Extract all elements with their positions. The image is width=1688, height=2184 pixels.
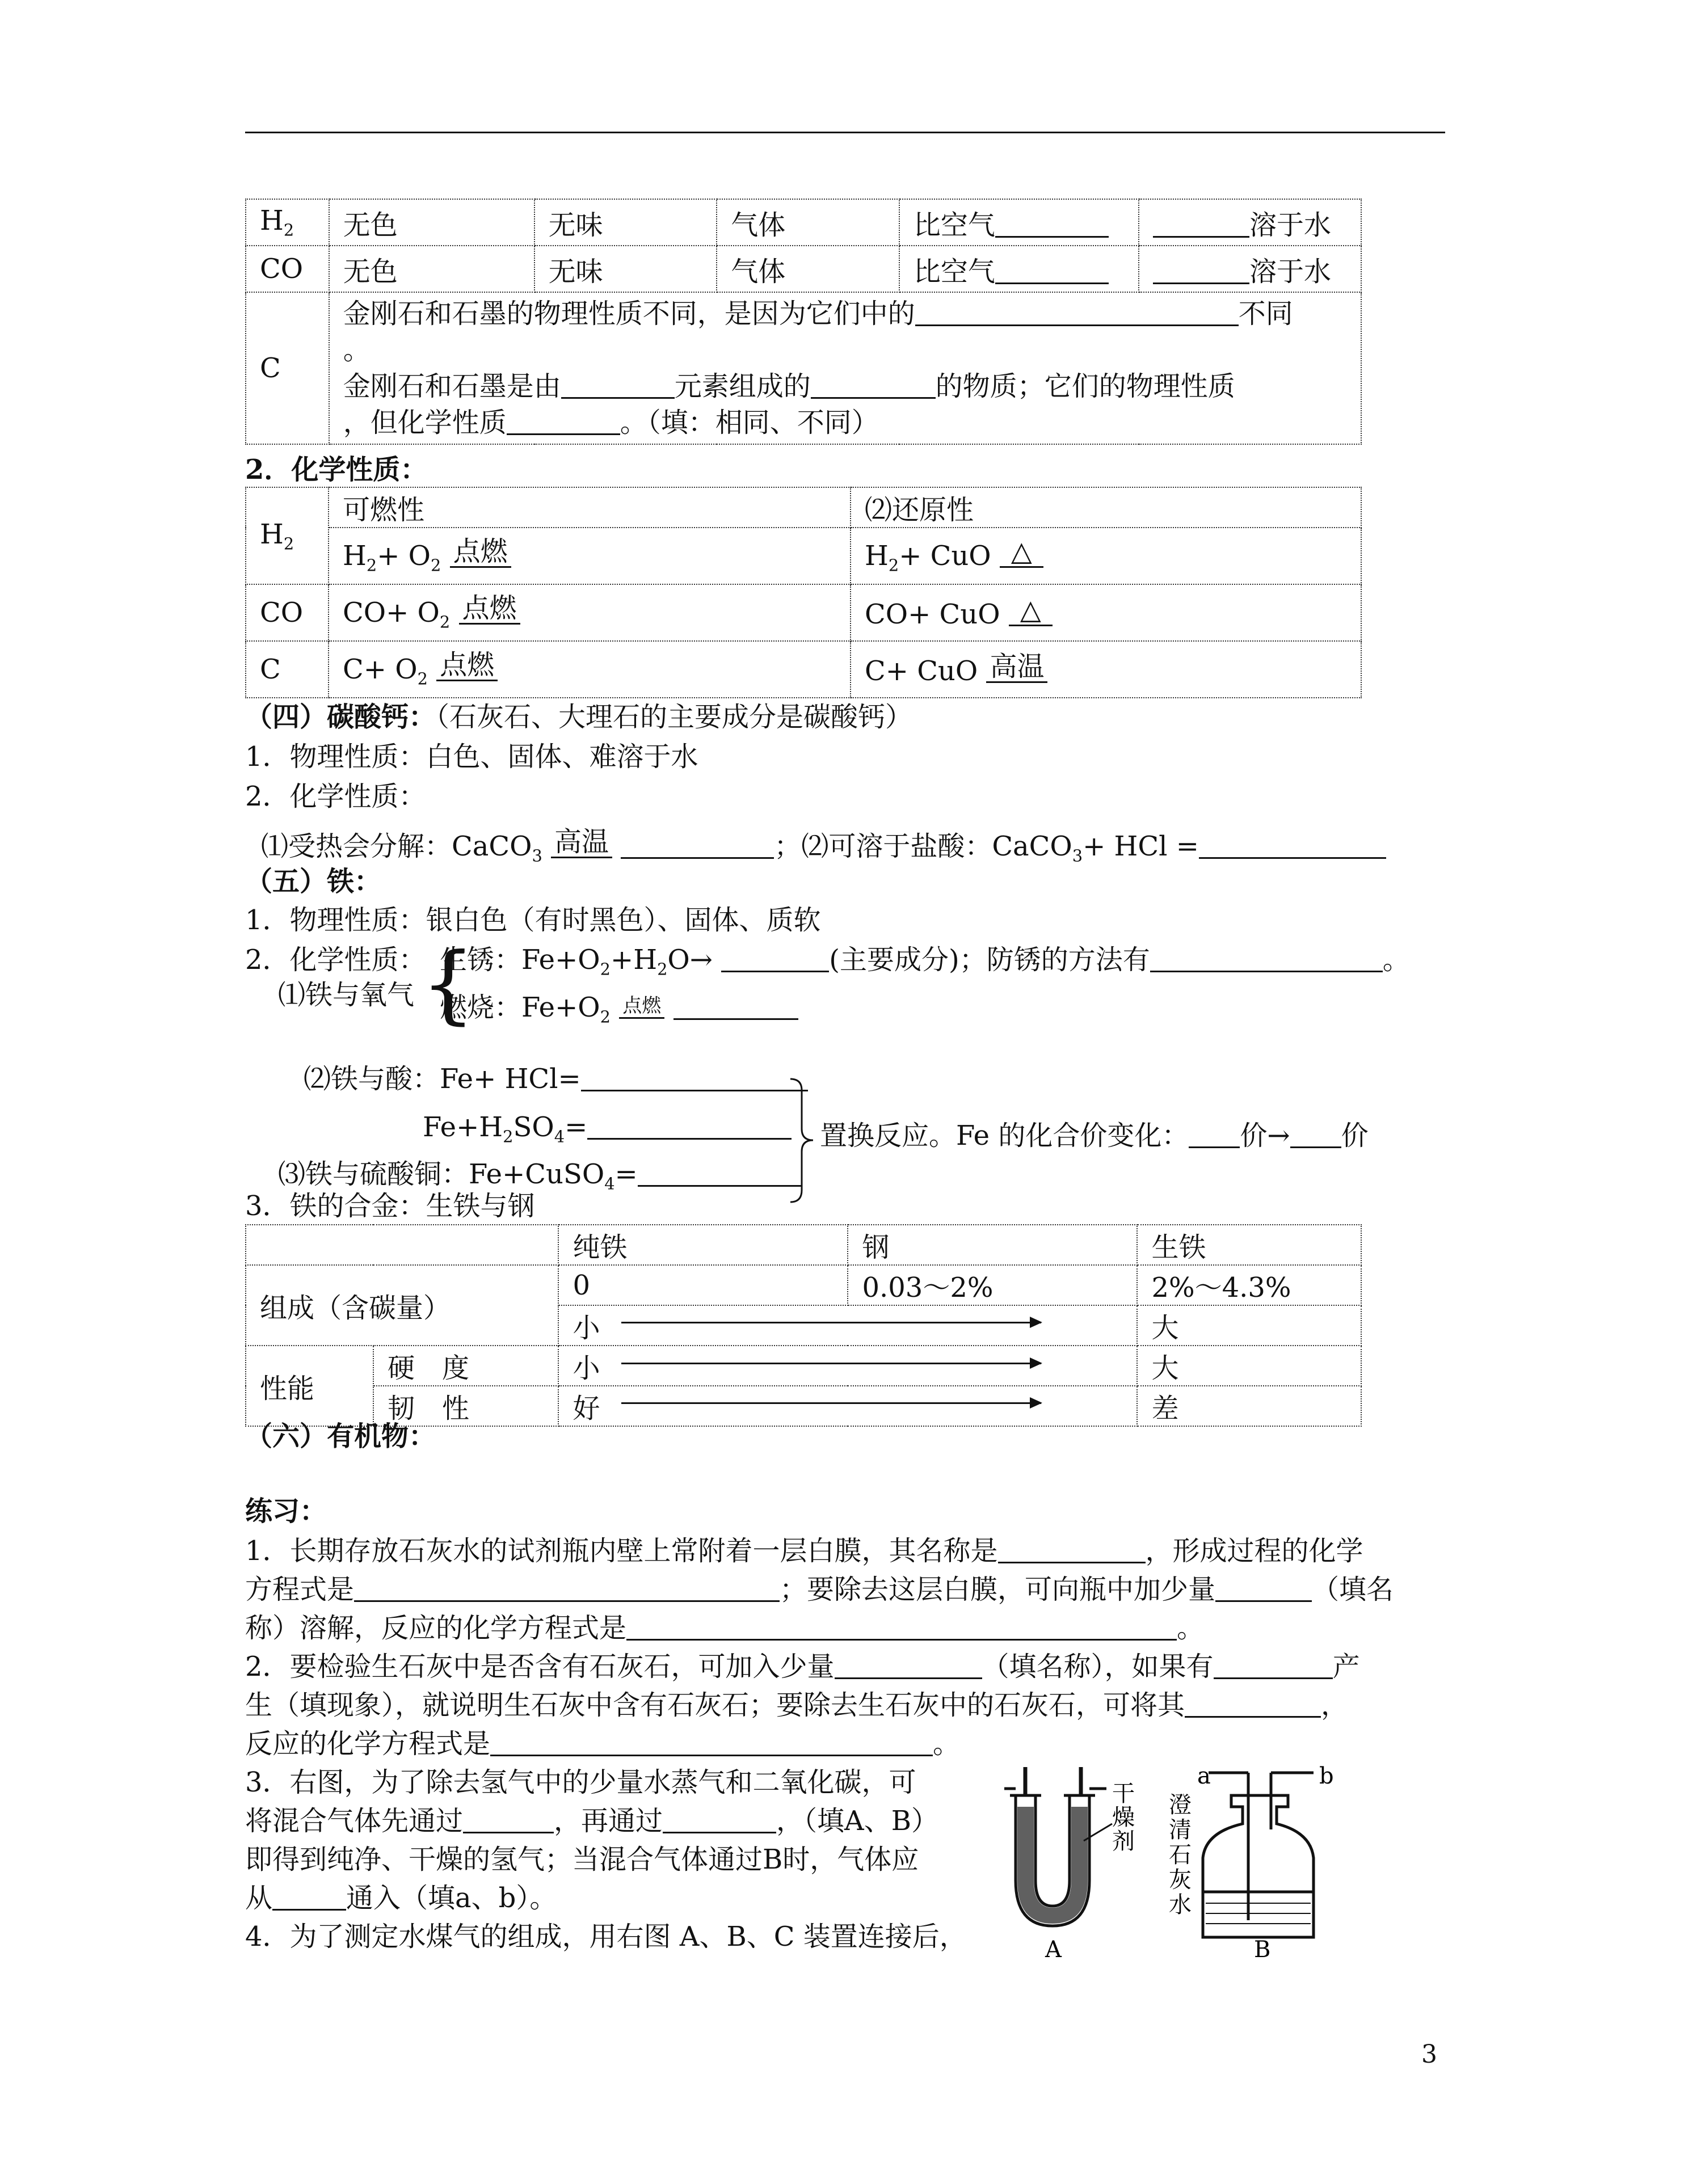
label-b-apparatus: B <box>1254 1937 1271 1963</box>
port-b-label: b <box>1319 1763 1334 1789</box>
exercise-q2-line1: 2．要检验生石灰中是否含有石灰石，可加入少量 （填名称），如果有 产 <box>245 1651 1360 1683</box>
iron-cuso4: ⑶铁与硫酸铜：Fe+CuSO$_4$= <box>278 1156 802 1202</box>
iron-chemical: 2．化学性质： <box>245 944 426 976</box>
dry-label-1: 干 <box>1112 1781 1135 1807</box>
wash-bottle <box>1203 1773 1314 1937</box>
trend-arrow-carbon <box>621 1322 1041 1323</box>
chem-properties-heading: 2．化学性质： <box>245 454 428 486</box>
port-a-label: a <box>1197 1763 1211 1789</box>
trend-arrow-hardness <box>621 1363 1041 1364</box>
caco3-chemical: 2．化学性质： <box>245 781 426 812</box>
lime-label-5: 水 <box>1169 1892 1192 1918</box>
iron-rust: 生锈：$Fe+O_2+H_2O\to$ (主要成分)；防锈的方法有 。 <box>440 944 1410 979</box>
caco3-reactions: ⑴受热会分解：CaCO$_3$ 高温 ；⑵可溶于盐酸：CaCO$_3$+ HCl = <box>261 827 1386 874</box>
page-number: 3 <box>1421 2040 1437 2069</box>
brace-left: { <box>421 935 475 1034</box>
iron-burn: 燃烧：$Fe+O_2$ 点燃 <box>440 989 798 1035</box>
exercise-q2-line2: 生（填现象），就说明生石灰中含有石灰石；要除去生石灰中的石灰石，可将其 ， <box>245 1689 1349 1721</box>
lime-label-4: 灰 <box>1169 1867 1192 1893</box>
alloy-table: 纯铁 钢 生铁 组成（含碳量） 0 0.03～2% 2%～4.3% 小 大 性能 硬 度 小 大 韧 性 好 差 <box>245 1224 1362 1427</box>
iron-heading: （五）铁： <box>245 866 382 897</box>
dry-label-2: 燥 <box>1112 1804 1135 1831</box>
iron-alloy: 3．铁的合金：生铁与钢 <box>245 1190 535 1222</box>
dry-label-3: 剂 <box>1112 1828 1135 1854</box>
lime-label-1: 澄 <box>1169 1792 1192 1818</box>
exercise-q3-line1: 3．右图，为了除去氢气中的少量水蒸气和二氧化碳，可 <box>245 1766 916 1798</box>
brace-right <box>788 1077 816 1204</box>
lime-label-3: 石 <box>1169 1842 1192 1868</box>
lime-label-2: 清 <box>1169 1817 1192 1843</box>
physical-properties-table: $H_2$ 无色 无味 气体 比空气 溶于水 CO 无色 无味 气体 比空气 溶于水 C 金刚石和石墨的物理性质不同，是因为它们中的 不同 。 金刚石和石墨是由 元素组成的 的物质；它们的物理性质 ，但化学性质 。（填：相同、不同） <box>245 199 1362 445</box>
apparatus-figure <box>1004 1761 1362 1966</box>
exercise-q3-line4: 从 通入（填a、b）。 <box>245 1882 557 1914</box>
header-rule <box>245 132 1445 133</box>
iron-h2so4: $Fe+H_2SO_4=$ <box>423 1109 792 1155</box>
lime-water-lines <box>1206 1903 1311 1924</box>
exercise-q4: 4．为了测定水煤气的组成，用右图 A、B、C 装置连接后， <box>245 1921 967 1953</box>
label-a-apparatus: A <box>1045 1937 1062 1963</box>
iron-displacement: 置换反应。Fe 的化合价变化： 价→ 价 <box>820 1120 1369 1152</box>
caco3-heading: （四）碳酸钙：（石灰石、大理石的主要成分是碳酸钙） <box>245 701 913 733</box>
organic-heading: （六）有机物： <box>245 1420 436 1452</box>
iron-physical: 1．物理性质：银白色（有时黑色）、固体、质软 <box>245 904 821 936</box>
exercise-q3-line2: 将混合气体先通过 ，再通过 ，（填A、B） <box>245 1805 938 1837</box>
iron-acid: ⑵铁与酸：Fe+ HCl= <box>304 1061 808 1097</box>
iron-oxygen-label: ⑴铁与氧气 <box>278 979 415 1011</box>
exercise-q1-line3: 称）溶解，反应的化学方程式是 。 <box>245 1612 1205 1644</box>
exercise-q2-line3: 反应的化学方程式是 。 <box>245 1728 961 1760</box>
exercise-q1-line1: 1．长期存放石灰水的试剂瓶内壁上常附着一层白膜，其名称是 ，形成过程的化学 <box>245 1535 1363 1567</box>
caco3-physical: 1．物理性质：白色、固体、难溶于水 <box>245 741 698 773</box>
exercise-q3-line3: 即得到纯净、干燥的氢气；当混合气体通过B时，气体应 <box>245 1844 919 1875</box>
exercise-q1-line2: 方程式是 ；要除去这层白膜，可向瓶中加少量 （填名 <box>245 1574 1394 1605</box>
chemical-properties-table: $H_2$ 可燃性 ⑵还原性 $H_2+ O_2$ 点燃 $H_2+$ CuO △ CO $CO+ O_2$ 点燃 CO+ CuO △ C $C+ O_2$ 点燃 C+ CuO 高温 <box>245 487 1362 698</box>
exercise-heading: 练习： <box>245 1495 327 1527</box>
trend-arrow-toughness <box>621 1402 1041 1404</box>
